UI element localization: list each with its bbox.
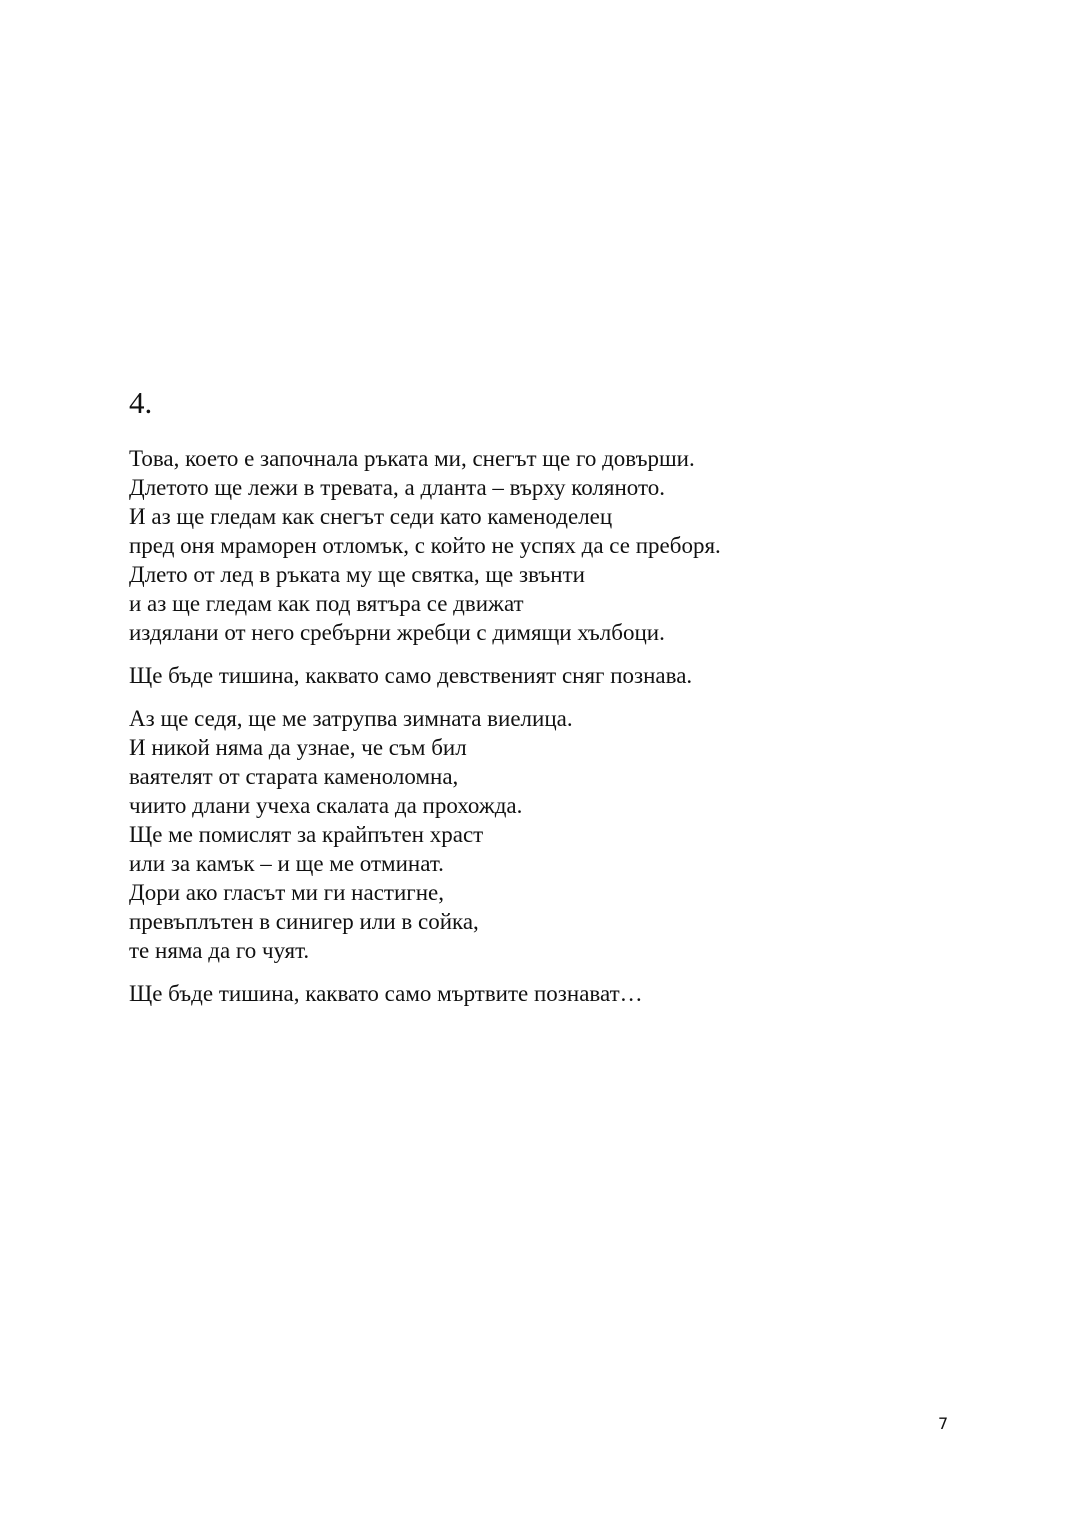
- poem-line: Длето от лед в ръката му ще святка, ще звънти: [129, 562, 585, 587]
- poem-number: 4.: [129, 385, 153, 420]
- poem-line: превъплътен в синигер или в сойка,: [129, 909, 479, 934]
- poem-line: чиито длани учеха скалата да прохожда.: [129, 793, 523, 818]
- poem-line: Ще бъде тишина, каквато само девственият сняг познава.: [129, 663, 693, 688]
- poem-line: И никой няма да узнае, че съм бил: [129, 735, 467, 760]
- stanza-2: [129, 661, 989, 690]
- poem-line: пред оня мраморен отломък, с който не успях да се преборя.: [129, 533, 721, 558]
- poem-line: Длетото ще лежи в тревата, а дланта – върху коляното.: [129, 475, 665, 500]
- stanza-3: [129, 704, 989, 965]
- poem-line: Дори ако гласът ми ги настигне,: [129, 880, 444, 905]
- poem-line: и аз ще гледам как под вятъра се движат: [129, 591, 524, 616]
- poem-line: ваятелят от старата каменоломна,: [129, 764, 459, 789]
- poem-line: или за камък – и ще ме отминат.: [129, 851, 444, 876]
- page-number: 7: [938, 1414, 949, 1433]
- poem-line: Аз ще седя, ще ме затрупва зимната виелица.: [129, 706, 573, 731]
- poem-line: издялани от него сребърни жребци с димящи хълбоци.: [129, 620, 665, 645]
- poem-line: те няма да го чуят.: [129, 938, 310, 963]
- poem-line: И аз ще гледам как снегът седи като каменоделец: [129, 504, 613, 529]
- poem-line: Ще ме помислят за крайпътен храст: [129, 822, 484, 847]
- stanza-4: [129, 979, 989, 1008]
- poem-line: Това, което е започнала ръката ми, снегът ще го довърши.: [129, 446, 695, 471]
- poem-body: [129, 444, 989, 1022]
- poem-line: Ще бъде тишина, каквато само мъртвите познават…: [129, 981, 643, 1006]
- stanza-1: [129, 444, 989, 647]
